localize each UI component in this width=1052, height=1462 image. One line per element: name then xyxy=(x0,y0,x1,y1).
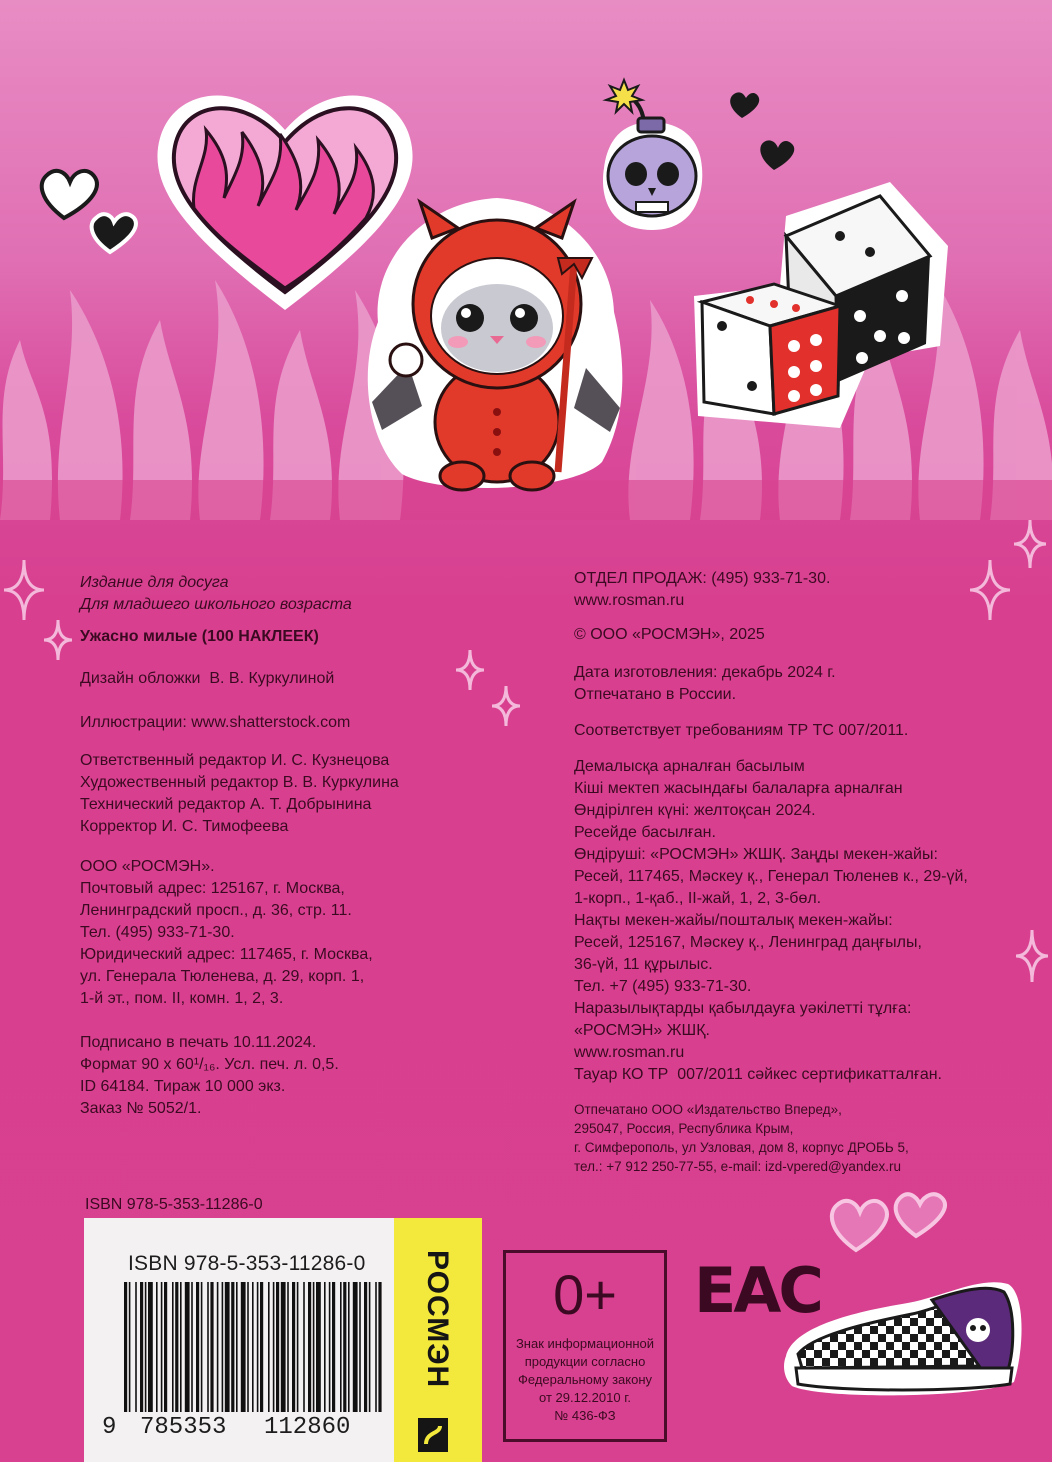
age-note-line: № 436-ФЗ xyxy=(554,1408,616,1423)
kazakh-line: Наразылықтарды қабылдауға уәкілетті тұлға: xyxy=(574,1000,912,1017)
address-line: Юридический адрес: 117465, г. Москва, xyxy=(80,946,373,963)
address-line: Почтовый адрес: 125167, г. Москва, xyxy=(80,880,345,897)
illustrations-credit: Иллюстрации: www.shatterstock.com xyxy=(80,714,351,731)
cover-design-credit: Дизайн обложки В. В. Куркулиной xyxy=(80,670,335,687)
printer-line: Отпечатано ООО «Издательство Вперед», xyxy=(574,1102,842,1117)
editor-line: Технический редактор А. Т. Добрынина xyxy=(80,796,372,813)
kazakh-line: Тауар КО ТР 007/2011 сәйкес сертификатталған. xyxy=(574,1066,942,1083)
heart-outline-icon xyxy=(34,160,144,260)
compliance-text: Соответствует требованиям ТР ТС 007/2011. xyxy=(574,722,909,739)
sales-website: www.rosman.ru xyxy=(574,592,685,609)
heart-icon xyxy=(724,88,804,178)
kazakh-line: Ресей, 125167, Мәскеу қ., Ленинград даңғылы, xyxy=(574,934,922,951)
print-info-line: ID 64184. Тираж 10 000 экз. xyxy=(80,1078,286,1095)
address-line: Ленинградский просп., д. 36, стр. 11. xyxy=(80,902,352,919)
imprint-right-column xyxy=(574,568,1034,1176)
kazakh-line: Ресей, 117465, Мәскеу қ., Генерал Тюленев к., 29-үй, xyxy=(574,868,968,885)
kazakh-line: 1-корп., 1-қаб., II-жай, 1, 2, 3-бөл. xyxy=(574,890,822,907)
age-note-line: продукции согласно xyxy=(524,1354,646,1369)
kazakh-line: 36-үй, 11 құрылыс. xyxy=(574,956,713,973)
address-line: ООО «РОСМЭН». xyxy=(80,858,215,875)
printer-line: 295047, Россия, Республика Крым, xyxy=(574,1121,794,1136)
print-info-line: Формат 90 x 60¹/₁₆. Усл. печ. л. 0,5. xyxy=(80,1056,339,1073)
imprint-left-column xyxy=(80,572,500,1120)
address-line: 1-й эт., пом. II, комн. 1, 2, 3. xyxy=(80,990,284,1007)
address-line: ул. Генерала Тюленева, д. 29, корп. 1, xyxy=(80,968,365,985)
printed-in: Отпечатано в России. xyxy=(574,686,737,703)
eac-mark: EAC xyxy=(694,1254,821,1327)
barcode-digit-group: 112860 xyxy=(264,1414,351,1441)
kazakh-line: Өндірілген күні: желтоқсан 2024. xyxy=(574,802,816,819)
age-rating-badge xyxy=(503,1250,667,1442)
barcode-panel xyxy=(84,1218,394,1462)
editor-line: Художественный редактор В. В. Куркулина xyxy=(80,774,399,791)
age-note-line: Знак информационной xyxy=(515,1336,655,1351)
kazakh-line: Нақты мекен-жайы/пошталық мекен-жайы: xyxy=(574,912,893,929)
editor-line: Ответственный редактор И. С. Кузнецова xyxy=(80,752,390,769)
printer-line: тел.: +7 912 250-77-55, e-mail: izd-vpered@yandex.ru xyxy=(574,1159,901,1174)
age-rating-value: 0+ xyxy=(553,1263,617,1326)
print-info-line: Подписано в печать 10.11.2024. xyxy=(80,1034,317,1051)
publisher-logo: РОСМЭН xyxy=(421,1250,454,1389)
kazakh-line: «РОСМЭН» ЖШҚ. xyxy=(574,1022,710,1039)
isbn-text: ISBN 978-5-353-11286-0 xyxy=(85,1196,263,1213)
kazakh-line: www.rosman.ru xyxy=(574,1044,685,1061)
kazakh-line: Демалысқа арналған басылым xyxy=(574,758,805,775)
barcode-isbn-label: ISBN 978-5-353-11286-0 xyxy=(128,1252,366,1275)
rosman-logo-icon xyxy=(418,1418,448,1452)
kazakh-line: Өндіруші: «РОСМЭН» ЖШҚ. Заңды мекен-жайы: xyxy=(574,846,938,863)
copyright-text: © ООО «РОСМЭН», 2025 xyxy=(574,626,765,643)
age-note-line: от 29.12.2010 г. xyxy=(539,1390,631,1405)
editor-line: Корректор И. С. Тимофеева xyxy=(80,818,289,835)
kazakh-line: Кіші мектеп жасындағы балаларға арналған xyxy=(574,780,903,797)
dice-sticker xyxy=(690,176,952,432)
age-group-text: Для младшего школьного возраста xyxy=(80,596,352,613)
sales-phone: ОТДЕЛ ПРОДАЖ: (495) 933-71-30. xyxy=(574,570,831,587)
barcode-digit-group: 785353 xyxy=(140,1414,227,1441)
address-line: Тел. (495) 933-71-30. xyxy=(80,924,235,941)
book-title: Ужасно милые (100 НАКЛЕЕК) xyxy=(80,628,319,645)
heart-outline-icon xyxy=(820,1180,960,1260)
age-note-line: Федеральному закону xyxy=(518,1372,652,1387)
kazakh-line: Ресейде басылған. xyxy=(574,824,716,841)
edition-type-text: Издание для досуга xyxy=(80,574,229,591)
manufacture-date: Дата изготовления: декабрь 2024 г. xyxy=(574,664,836,681)
age-rating-note xyxy=(506,1335,664,1425)
kazakh-line: Тел. +7 (495) 933-71-30. xyxy=(574,978,752,995)
barcode-digit-first: 9 xyxy=(102,1414,117,1441)
print-info-line: Заказ № 5052/1. xyxy=(80,1100,202,1117)
barcode xyxy=(124,1282,386,1418)
printer-line: г. Симферополь, ул Узловая, дом 8, корпус ДРОБЬ 5, xyxy=(574,1140,909,1155)
devil-cat-sticker xyxy=(362,192,632,496)
